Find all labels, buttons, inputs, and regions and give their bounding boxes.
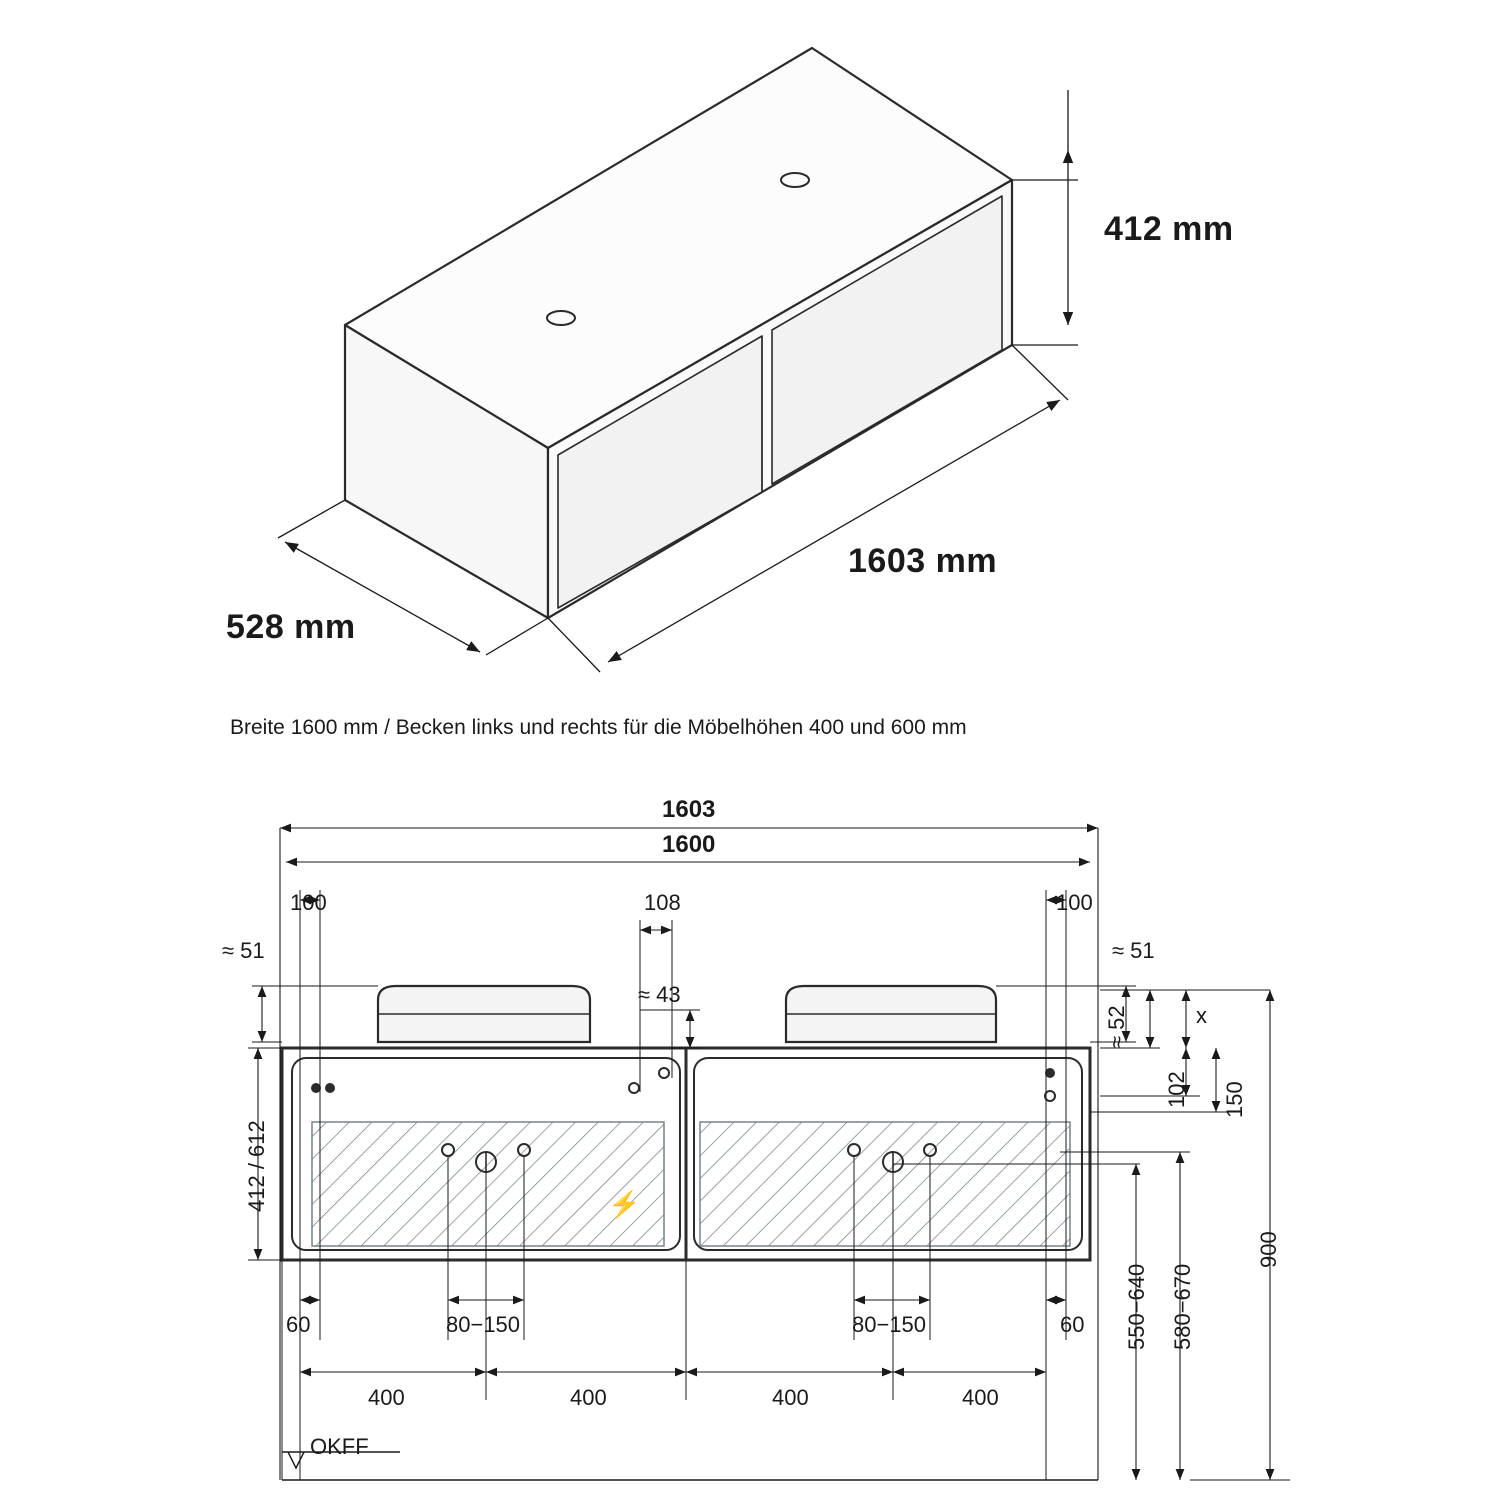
dim-left-offset: 100 <box>290 890 327 915</box>
dim-center-offset: 108 <box>644 890 681 915</box>
dim-left-basin-height: ≈ 51 <box>222 938 265 963</box>
dim-waste-left: 80−150 <box>446 1312 521 1337</box>
dim-right-drop: ≈ 52 <box>1104 1005 1129 1048</box>
dim-bottom-right-60: 60 <box>1060 1312 1085 1337</box>
dim-right-offset: 100 <box>1056 890 1093 915</box>
dim-segment-2: 400 <box>570 1385 607 1410</box>
dim-right-basin-height: ≈ 51 <box>1112 938 1155 963</box>
floor-level-label: OKFF <box>310 1434 369 1459</box>
dim-150: 150 <box>1222 1081 1247 1118</box>
dim-waste-right: 80−150 <box>852 1312 927 1337</box>
dim-siphon-left: 550−640 <box>1124 1263 1149 1350</box>
dim-segment-4: 400 <box>962 1385 999 1410</box>
elevation-cabinet <box>282 986 1090 1260</box>
caption-note: Breite 1600 mm / Becken links und rechts für die Möbelhöhen 400 und 600 mm <box>230 716 967 739</box>
iso-depth-label: 528 mm <box>226 608 356 646</box>
iso-width-label: 1603 mm <box>848 542 998 580</box>
iso-cabinet <box>345 48 1012 618</box>
iso-height-label: 412 mm <box>1104 210 1234 248</box>
dim-cabinet-height: 412 / 612 <box>244 1120 269 1212</box>
dim-bottom-left-60: 60 <box>286 1312 311 1337</box>
dim-mount-height: 900 <box>1256 1231 1281 1268</box>
dim-x-marker: x <box>1196 1003 1207 1028</box>
dim-siphon-right: 580−670 <box>1170 1263 1195 1350</box>
dim-segment-3: 400 <box>772 1385 809 1410</box>
electric-symbol: ⚡ <box>608 1189 641 1219</box>
dim-segment-1: 400 <box>368 1385 405 1410</box>
dim-center-drop: ≈ 43 <box>638 982 681 1007</box>
dim-outer-width: 1603 <box>662 796 716 823</box>
dim-inner-width: 1600 <box>662 831 716 858</box>
dim-102: 102 <box>1164 1071 1189 1108</box>
